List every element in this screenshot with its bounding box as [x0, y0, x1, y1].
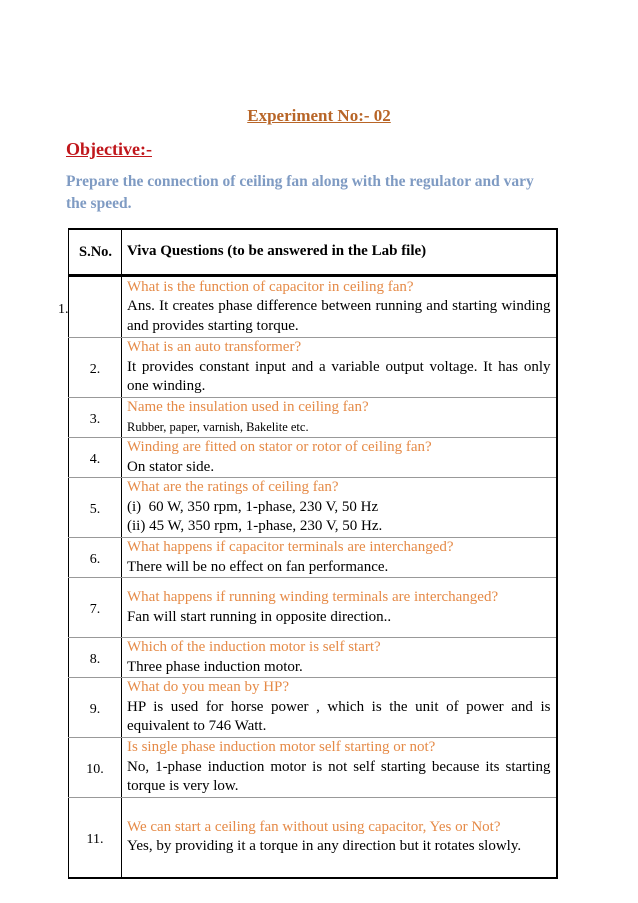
rating-line: (ii) 45 W, 350 rpm, 1-phase, 230 V, 50 Hz.	[127, 518, 383, 535]
question-text: What happens if running winding terminals are interchanged?	[127, 589, 499, 605]
qa-cell	[122, 338, 557, 398]
question-text: What is an auto transformer?	[127, 339, 302, 356]
answer-text: It provides constant input and a variable output voltage. It has only one winding.	[127, 358, 551, 395]
question-text: Which of the induction motor is self start?	[127, 639, 381, 655]
table-row	[69, 678, 557, 738]
answer-text: Three phase induction motor.	[127, 658, 303, 675]
question-text: Is single phase induction motor self starting or not?	[127, 739, 436, 756]
table-row	[69, 578, 557, 638]
answer-text: Ans. It creates phase difference between running and starting winding and provides starting torque.	[127, 298, 551, 334]
table-row	[69, 798, 557, 878]
question-text: Winding are fitted on stator or rotor of ceiling fan?	[127, 439, 432, 455]
answer-text: On stator side.	[127, 458, 215, 475]
row-sno: 6.	[69, 538, 122, 578]
answer-text: HP is used for horse power , which is the unit of power and is equivalent to 746 Watt.	[127, 698, 551, 735]
row-sno: 8.	[69, 638, 122, 678]
question-text: What do you mean by HP?	[127, 679, 290, 696]
qa-cell	[122, 538, 557, 578]
row-sno: 11.	[69, 798, 122, 878]
answer-text: There will be no effect on fan performance.	[127, 558, 389, 575]
answer-text: Rubber, paper, varnish, Bakelite etc.	[127, 419, 309, 434]
question-text: We can start a ceiling fan without using capacitor, Yes or Not?	[127, 818, 501, 835]
table-row	[69, 438, 557, 478]
page-title: Experiment No:- 02	[247, 106, 391, 125]
row-sno: 2.	[69, 338, 122, 398]
answer-text: Yes, by providing it a torque in any direction but it rotates slowly.	[127, 838, 522, 855]
answer-text: No, 1-phase induction motor is not self starting because its starting torque is very low.	[127, 758, 551, 795]
qa-cell	[122, 276, 557, 338]
table-row	[69, 338, 557, 398]
objective-heading: Objective:-	[66, 139, 152, 159]
qa-cell	[122, 478, 557, 538]
row-sno: 10.	[69, 738, 122, 798]
viva-questions-table	[68, 228, 558, 879]
row-sno: 9.	[69, 678, 122, 738]
qa-cell	[122, 678, 557, 738]
row-sno: 3.	[69, 398, 122, 438]
question-text: Name the insulation used in ceiling fan?	[127, 399, 369, 415]
question-text: What happens if capacitor terminals are interchanged?	[127, 539, 454, 555]
table-row	[69, 478, 557, 538]
qa-cell	[122, 578, 557, 638]
question-text: What are the ratings of ceiling fan?	[127, 479, 339, 496]
row-sno: 7.	[69, 578, 122, 638]
table-row	[69, 638, 557, 678]
header-viva-questions: Viva Questions (to be answered in the Lab file)	[122, 229, 557, 276]
table-row	[69, 538, 557, 578]
objective-text: Prepare the connection of ceiling fan along with the regulator and vary the speed.	[66, 173, 534, 212]
table-row	[69, 398, 557, 438]
qa-cell	[122, 738, 557, 798]
qa-cell	[122, 398, 557, 438]
qa-cell	[122, 638, 557, 678]
row-sno: 4.	[69, 438, 122, 478]
table-header-row	[69, 229, 557, 276]
row-sno-empty	[69, 276, 122, 338]
question-text: What is the function of capacitor in ceiling fan?	[127, 278, 414, 295]
answer-text: Fan will start running in opposite direction..	[127, 608, 392, 625]
row-sno: 5.	[69, 478, 122, 538]
table-row	[69, 738, 557, 798]
table-row	[69, 276, 557, 338]
rating-line: (i) 60 W, 350 rpm, 1-phase, 230 V, 50 Hz	[127, 498, 379, 515]
header-sno: S.No.	[69, 229, 122, 276]
qa-cell	[122, 798, 557, 878]
qa-cell	[122, 438, 557, 478]
row-1-number: 1.	[58, 302, 69, 317]
